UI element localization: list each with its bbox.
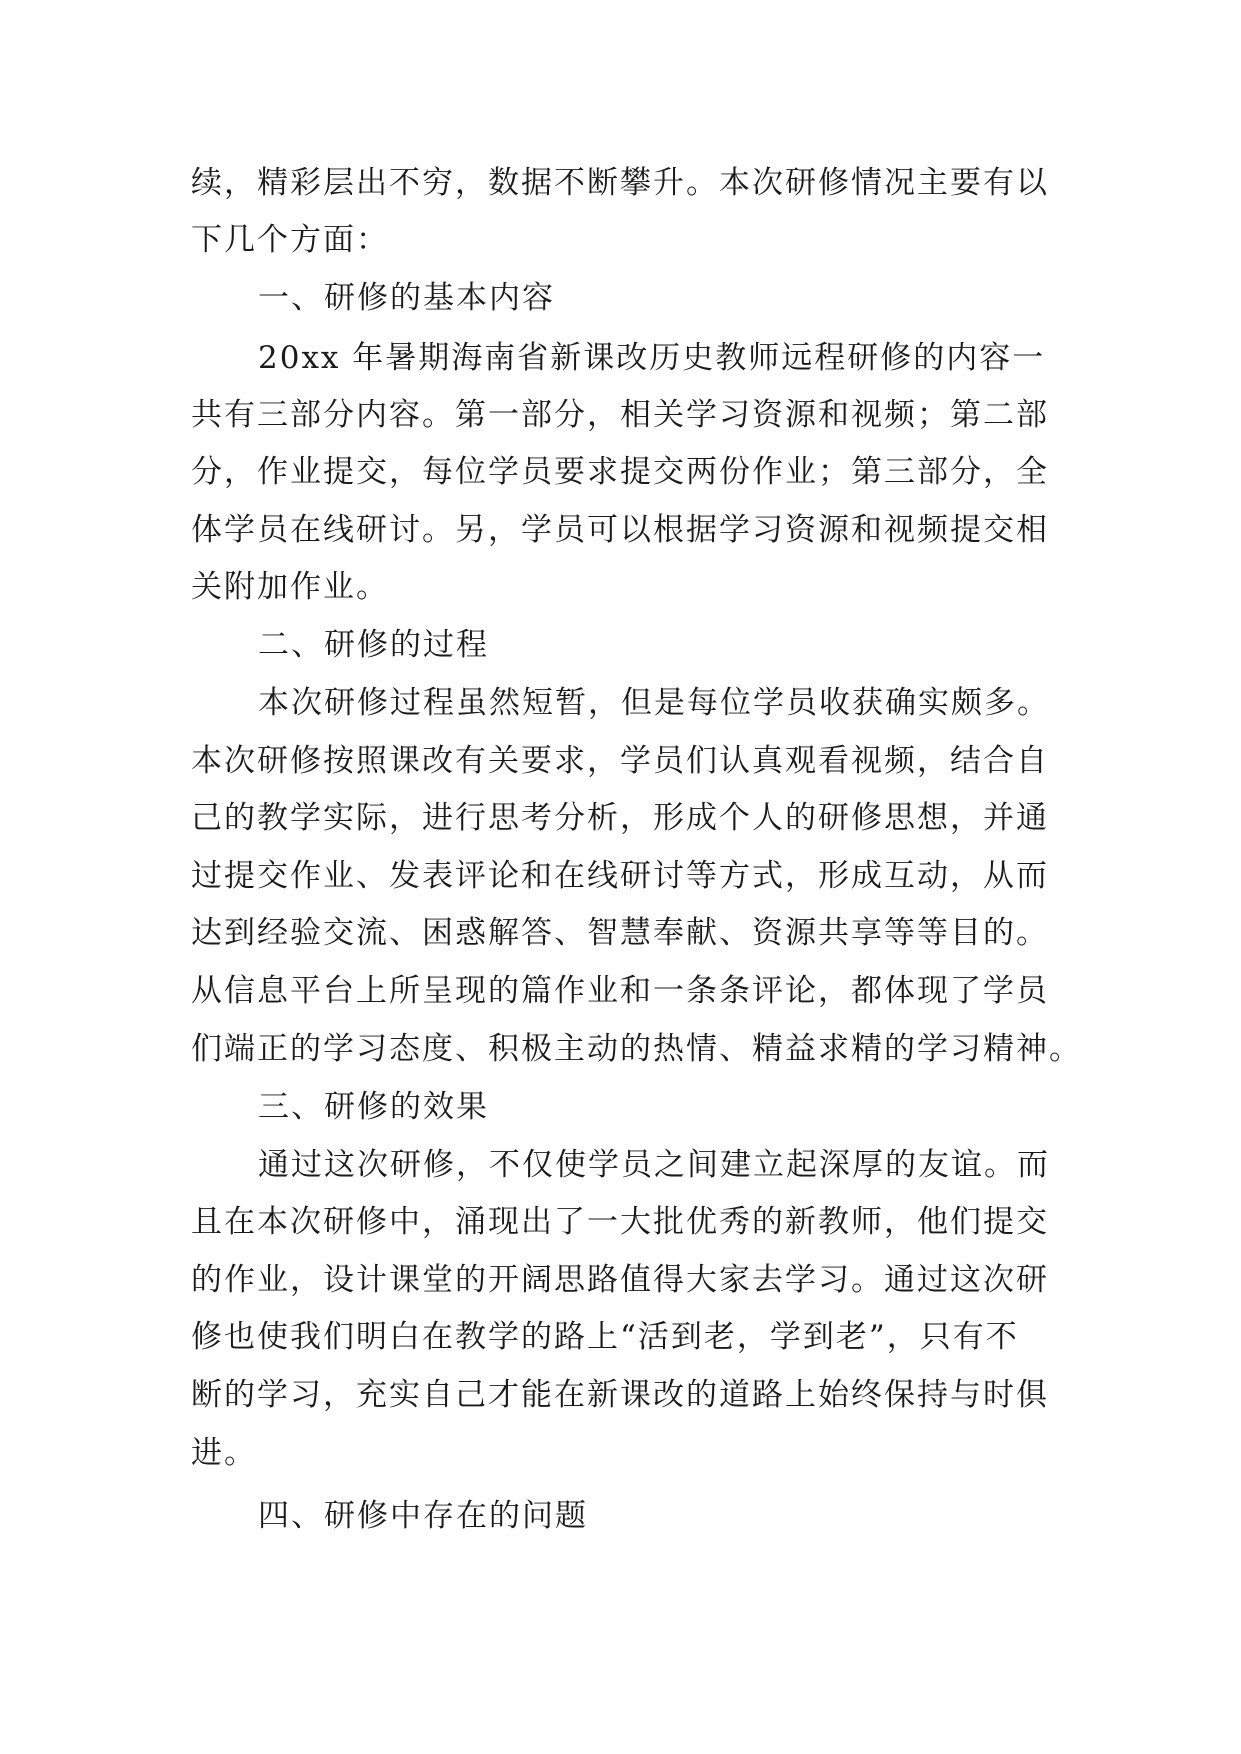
- text-line: 们端正的学习态度、积极主动的热情、精益求精的学习精神。: [191, 1031, 1082, 1067]
- text-line: 进。: [191, 1435, 257, 1471]
- section-heading: 三、研修的效果: [258, 1089, 489, 1125]
- text-line: 的作业，设计课堂的开阔思路值得大家去学习。通过这次研: [191, 1262, 1049, 1298]
- text-line: 本次研修按照课改有关要求，学员们认真观看视频，结合自: [191, 743, 1049, 779]
- text-line: 己的教学实际，进行思考分析，形成个人的研修思想，并通: [191, 800, 1049, 836]
- text-line: 通过这次研修，不仅使学员之间建立起深厚的友谊。而: [258, 1147, 1050, 1183]
- section-heading: 四、研修中存在的问题: [258, 1498, 588, 1534]
- text-line: 分，作业提交，每位学员要求提交两份作业；第三部分，全: [191, 454, 1049, 490]
- text-line: 从信息平台上所呈现的篇作业和一条条评论，都体现了学员: [191, 973, 1049, 1009]
- text-line: 过提交作业、发表评论和在线研讨等方式，形成互动，从而: [191, 858, 1049, 894]
- section-heading: 二、研修的过程: [258, 627, 489, 663]
- text-line: 续，精彩层出不穷，数据不断攀升。本次研修情况主要有以: [191, 165, 1049, 201]
- text-line: 体学员在线研讨。另，学员可以根据学习资源和视频提交相: [191, 512, 1049, 548]
- text-line: 共有三部分内容。第一部分，相关学习资源和视频；第二部: [191, 397, 1049, 433]
- text-line: 达到经验交流、困惑解答、智慧奉献、资源共享等等目的。: [191, 915, 1049, 951]
- text-line: 且在本次研修中，涌现出了一大批优秀的新教师，他们提交: [191, 1204, 1049, 1240]
- text-line: 20xx 年暑期海南省新课改历史教师远程研修的内容一: [258, 340, 1046, 376]
- text-line: 修也使我们明白在教学的路上“活到老，学到老”，只有不: [191, 1319, 1019, 1355]
- text-line: 关附加作业。: [191, 569, 389, 605]
- text-line: 断的学习，充实自己才能在新课改的道路上始终保持与时俱: [191, 1377, 1049, 1413]
- text-line: 下几个方面：: [191, 222, 389, 258]
- section-heading: 一、研修的基本内容: [258, 280, 555, 316]
- text-line: 本次研修过程虽然短暂，但是每位学员收获确实颇多。: [258, 685, 1050, 721]
